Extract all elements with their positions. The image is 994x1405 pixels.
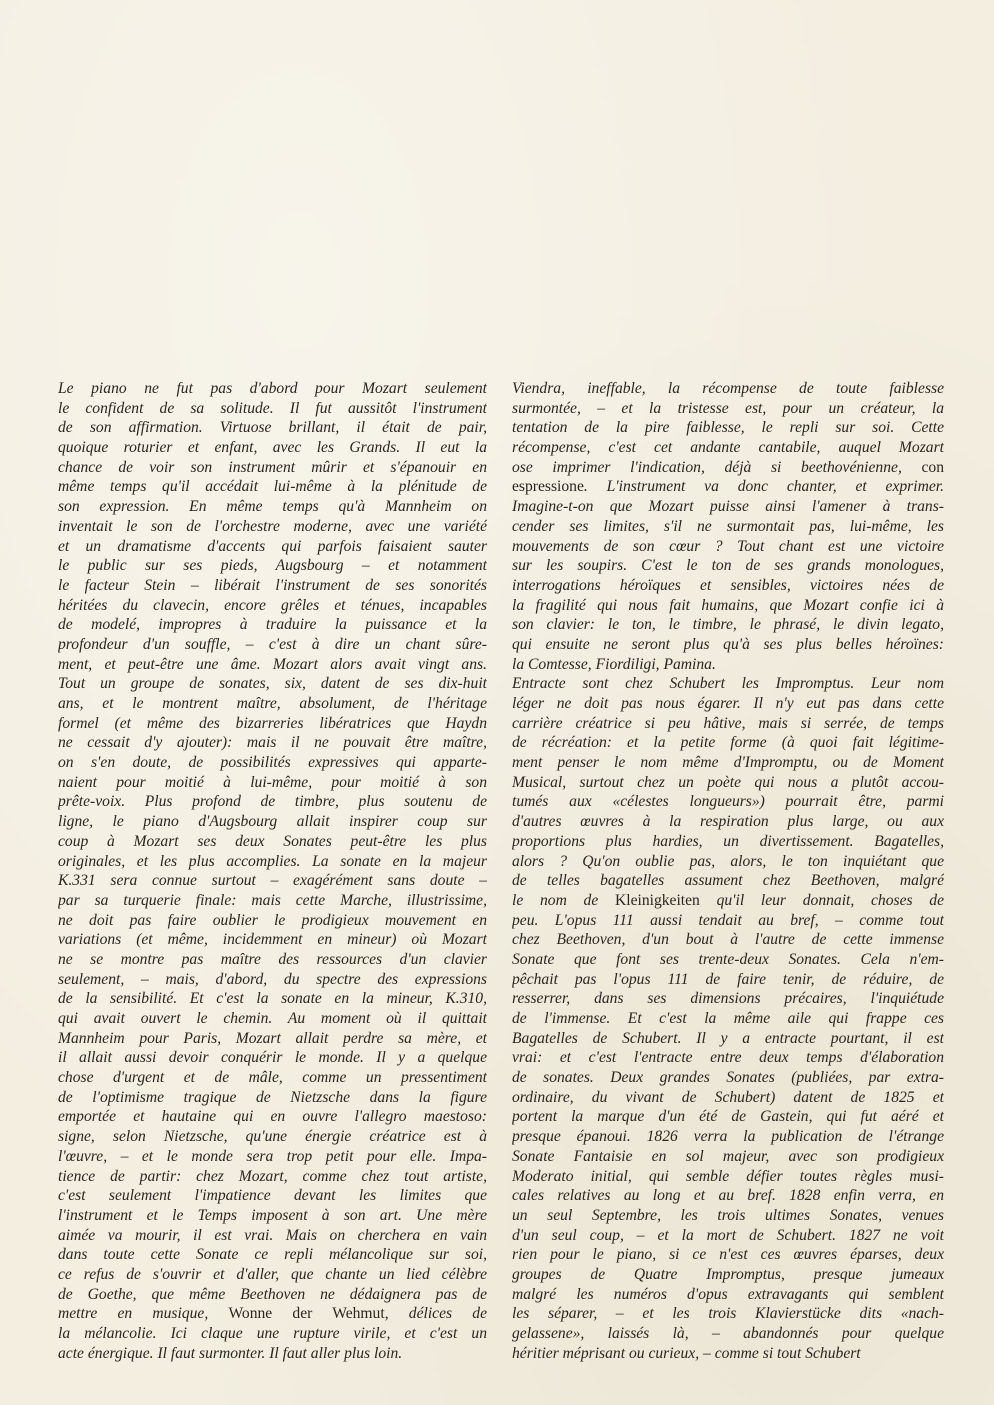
- text-line: [58, 458, 487, 478]
- italic-text-run: pêchait pas l'opus 111 de faire tenir, de réduire, de: [512, 970, 944, 988]
- text-line: [512, 970, 944, 990]
- italic-text-run: d'un seul coup, – et la mort de Schubert. 1827 ne voit: [512, 1226, 944, 1244]
- italic-text-run: qui ensuite ne seront plus qu'à ses plus belles héroïnes:: [512, 635, 944, 653]
- italic-text-run: signe, selon Nietzsche, qu'une énergie créatrice est à: [58, 1128, 487, 1146]
- italic-text-run: son clavier: le ton, le timbre, le phrasé, le divin legato,: [512, 616, 944, 634]
- italic-text-run: , délices de: [384, 1305, 487, 1323]
- italic-text-run: variations (et même, incidemment en mineur) où Mozart: [58, 931, 487, 949]
- italic-text-run: malgré les numéros d'opus extravagants qui semblent: [512, 1285, 944, 1303]
- italic-text-run: de récréation: et la petite forme (à quoi fait légitime-: [512, 734, 944, 752]
- text-line: [512, 773, 944, 793]
- italic-text-run: chance de voir son instrument mûrir et s'épanouir en: [58, 458, 487, 476]
- text-line: [512, 635, 944, 655]
- italic-text-run: Entracte sont chez Schubert les Impromptus. Leur nom: [512, 675, 944, 693]
- text-line: [512, 1127, 944, 1147]
- italic-text-run: cales relatives au long et au bref. 1828 enfin verra, en: [512, 1187, 944, 1205]
- text-line: [58, 674, 487, 694]
- italic-text-run: ans, et le montrent maître, absolument, de l'héritage: [58, 695, 487, 712]
- italic-text-run: de son affirmation. Virtuose brillant, il était de pair,: [58, 419, 487, 437]
- text-line: [512, 733, 944, 753]
- italic-text-run: un seul Septembre, les trois ultimes Sonates, venues: [512, 1206, 944, 1224]
- text-line: [512, 852, 944, 872]
- italic-text-run: resserrer, dans ses dimensions précaires, l'inquiétude: [512, 990, 944, 1008]
- text-line: [512, 556, 944, 576]
- italic-text-run: qu'il leur donnait, choses de: [699, 891, 944, 909]
- italic-text-run: formel (et même des bizarreries libératrices que Haydn: [58, 714, 487, 732]
- italic-text-run: on s'en doute, de possibilités expressives qui apparte-: [58, 754, 487, 772]
- italic-text-run: proportions plus hardies, un divertissement. Bagatelles,: [512, 832, 944, 850]
- upright-text-run: Wonne der Wehmut: [228, 1305, 385, 1323]
- text-line: [512, 1285, 944, 1305]
- italic-text-run: presque épanoui. 1826 verra la publication de l'étrange: [512, 1128, 944, 1146]
- text-line: [512, 891, 944, 911]
- italic-text-run: emportée et hautaine qui en ouvre l'allegro maestoso:: [58, 1108, 487, 1126]
- italic-text-run: dans toute cette Sonate ce repli mélancolique sur soi,: [58, 1246, 487, 1264]
- text-line: [58, 418, 487, 438]
- text-line: [58, 1186, 487, 1206]
- italic-text-run: ce refus de s'ouvrir et d'aller, que chante un lied célèbre: [58, 1265, 487, 1283]
- text-line: [512, 911, 944, 931]
- text-line: [58, 871, 487, 891]
- text-line: [58, 989, 487, 1009]
- italic-text-run: c'est seulement l'impatience devant les limites que: [58, 1187, 487, 1205]
- italic-text-run: le facteur Stein – libérait l'instrument de ses sonorités: [58, 576, 487, 594]
- text-line: [512, 1009, 944, 1029]
- text-line: [58, 911, 487, 931]
- text-line: [512, 1186, 944, 1206]
- italic-text-run: la fragilité qui nous fait humains, que Mozart confie ici à: [512, 596, 944, 614]
- italic-text-run: Mannheim pour Paris, Mozart allait perdre sa mère, et: [58, 1029, 487, 1047]
- text-line: [58, 1029, 487, 1049]
- text-line: [58, 635, 487, 655]
- text-line: [58, 615, 487, 635]
- text-line: [58, 753, 487, 773]
- text-line: [512, 812, 944, 832]
- italic-text-run: carrière créatrice si peu hâtive, mais si serrée, de temps: [512, 714, 944, 732]
- text-line: [512, 1324, 944, 1344]
- italic-text-run: K.331 sera connue surtout – exagérément sans doute –: [58, 872, 487, 890]
- italic-text-run: originales, et les plus accomplies. La sonate en la majeur: [58, 852, 487, 870]
- text-line: [58, 1245, 487, 1265]
- text-line: [512, 497, 944, 517]
- italic-text-run: prête-voix. Plus profond de timbre, plus soutenu de: [58, 793, 487, 811]
- italic-text-run: coup à Mozart ses deux Sonates peut-être les plus: [58, 832, 487, 850]
- italic-text-run: léger ne doit pas nous égarer. Il n'y eut pas dans cette: [512, 695, 944, 712]
- italic-text-run: tience de partir: chez Mozart, comme chez tout artiste,: [58, 1167, 487, 1185]
- text-line: [512, 655, 944, 675]
- italic-text-run: groupes de Quatre Impromptus, presque jumeaux: [512, 1265, 944, 1283]
- text-line: [512, 576, 944, 596]
- italic-text-run: ment, et peut-être une âme. Mozart alors avait vingt ans.: [58, 655, 487, 673]
- text-line: [512, 950, 944, 970]
- italic-text-run: gelassene», laissés là, – abandonnés pour quelque: [512, 1325, 944, 1342]
- italic-text-run: l'instrument et le Temps imposent à son art. Une mère: [58, 1206, 487, 1224]
- italic-text-run: Tout un groupe de sonates, six, datent de ses dix-huit: [58, 675, 487, 693]
- text-line: [512, 1167, 944, 1187]
- text-line: [512, 418, 944, 438]
- italic-text-run: par sa turquerie finale: mais cette Marche, illustrissime,: [58, 891, 487, 909]
- text-line: [58, 1206, 487, 1226]
- text-line: [58, 477, 487, 497]
- italic-text-run: de l'optimisme tragique de Nietzsche dans la figure: [58, 1088, 487, 1106]
- text-line: [512, 438, 944, 458]
- text-line: [512, 1206, 944, 1226]
- italic-text-run: de sonates. Deux grandes Sonates (publiées, par extra-: [512, 1069, 944, 1087]
- text-line: [512, 714, 944, 734]
- article-right-column: [512, 379, 944, 1363]
- text-line: [512, 832, 944, 852]
- text-line: [512, 537, 944, 557]
- text-line: [58, 1285, 487, 1305]
- italic-text-run: le confident de sa solitude. Il fut aussitôt l'instrument: [58, 399, 487, 417]
- italic-text-run: le nom de: [512, 891, 615, 909]
- text-line: [58, 1068, 487, 1088]
- italic-text-run: et un dramatisme d'accents qui parfois faisaient sauter: [58, 537, 487, 555]
- text-line: [58, 1344, 487, 1364]
- text-line: [58, 399, 487, 419]
- italic-text-run: Viendra, ineffable, la récompense de toute faiblesse: [512, 380, 944, 397]
- text-line: [512, 674, 944, 694]
- upright-text-run: espressione: [512, 478, 584, 496]
- text-line: [512, 753, 944, 773]
- text-line: [512, 615, 944, 635]
- italic-text-run: héritier méprisant ou curieux, – comme si tout Schubert: [512, 1344, 861, 1362]
- text-line: [512, 1344, 944, 1364]
- italic-text-run: d'autres œuvres à la respiration plus large, ou aux: [512, 813, 944, 831]
- italic-text-run: cender ses limites, s'il ne surmontait pas, lui-même, les: [512, 517, 944, 535]
- italic-text-run: son expression. En même temps qu'à Mannheim on: [58, 498, 487, 516]
- text-line: [58, 714, 487, 734]
- text-line: [58, 1127, 487, 1147]
- italic-text-run: Le piano ne fut pas d'abord pour Mozart seulement: [58, 380, 487, 397]
- italic-text-run: . L'instrument va donc chanter, et exprimer.: [583, 478, 944, 496]
- text-line: [512, 596, 944, 616]
- text-line: [58, 1304, 487, 1324]
- italic-text-run: Moderato initial, qui semble défier toutes règles musi-: [512, 1167, 944, 1185]
- text-line: [512, 1068, 944, 1088]
- italic-text-run: ligne, le piano d'Augsbourg allait inspirer coup sur: [58, 813, 487, 831]
- text-line: [512, 517, 944, 537]
- italic-text-run: Sonate Fantaisie en sol majeur, avec son prodigieux: [512, 1147, 944, 1165]
- italic-text-run: chose d'urgent et de mâle, comme un pressentiment: [58, 1069, 487, 1087]
- text-line: [58, 537, 487, 557]
- text-line: [58, 852, 487, 872]
- italic-text-run: rien pour le piano, si ce n'est ces œuvres éparses, deux: [512, 1246, 944, 1264]
- text-line: [512, 989, 944, 1009]
- text-line: [58, 970, 487, 990]
- italic-text-run: sur les soupirs. C'est le ton de ses grands monologues,: [512, 557, 944, 575]
- italic-text-run: tentation de la pire faiblesse, le repli sur soi. Cette: [512, 419, 944, 437]
- italic-text-run: ne cessait d'y ajouter): mais il ne pouvait être maître,: [58, 734, 487, 752]
- text-line: [512, 694, 944, 714]
- italic-text-run: acte énergique. Il faut surmonter. Il faut aller plus loin.: [58, 1344, 403, 1362]
- text-line: [512, 1088, 944, 1108]
- italic-text-run: quoique roturier et enfant, avec les Grands. Il eut la: [58, 439, 487, 457]
- italic-text-run: l'œuvre, – et le monde sera trop petit pour elle. Impa-: [58, 1147, 487, 1165]
- text-line: [58, 1009, 487, 1029]
- text-line: [512, 1265, 944, 1285]
- italic-text-run: interrogations héroïques et sensibles, victoires nées de: [512, 576, 944, 594]
- italic-text-run: de Goethe, que même Beethoven ne dédaignera pas de: [58, 1285, 487, 1303]
- italic-text-run: de modelé, impropres à traduire la puissance et la: [58, 616, 487, 634]
- text-line: [512, 399, 944, 419]
- text-line: [58, 655, 487, 675]
- text-line: [58, 438, 487, 458]
- text-line: [58, 576, 487, 596]
- text-line: [58, 1167, 487, 1187]
- italic-text-run: peu. L'opus 111 aussi tendait au bref, – comme tout: [512, 911, 944, 929]
- text-line: [512, 930, 944, 950]
- italic-text-run: ne se montre pas maître des ressources d'un clavier: [58, 950, 487, 968]
- text-line: [58, 497, 487, 517]
- italic-text-run: aimée va mourir, il est vrai. Mais on cherchera en vain: [58, 1226, 487, 1244]
- text-line: [512, 1226, 944, 1246]
- italic-text-run: ment penser le nom même d'Impromptu, ou de Moment: [512, 754, 944, 772]
- text-line: [58, 1324, 487, 1344]
- text-line: [58, 1265, 487, 1285]
- italic-text-run: Sonate que font ses trente-deux Sonates. Cela n'em-: [512, 950, 944, 968]
- text-line: [512, 792, 944, 812]
- italic-text-run: mettre en musique,: [58, 1305, 229, 1323]
- text-line: [512, 1147, 944, 1167]
- text-line: [58, 733, 487, 753]
- italic-text-run: mouvements de son cœur ? Tout chant est une victoire: [512, 537, 944, 555]
- text-line: [512, 1048, 944, 1068]
- italic-text-run: inventait le son de l'orchestre moderne, avec une variété: [58, 517, 487, 535]
- text-line: [58, 930, 487, 950]
- text-line: [58, 773, 487, 793]
- italic-text-run: la mélancolie. Ici claque une rupture virile, et c'est un: [58, 1325, 487, 1342]
- italic-text-run: chez Beethoven, d'un bout à l'autre de cette immense: [512, 931, 944, 949]
- italic-text-run: seulement, – mais, d'abord, du spectre des expressions: [58, 970, 487, 988]
- text-line: [58, 812, 487, 832]
- italic-text-run: tumés aux «célestes longueurs») pourrait être, parmi: [512, 793, 944, 811]
- text-line: [512, 871, 944, 891]
- italic-text-run: portent la marque d'un été de Gastein, qui fut aéré et: [512, 1108, 944, 1126]
- text-line: [58, 891, 487, 911]
- italic-text-run: de la sensibilité. Et c'est la sonate en la mineur, K.310,: [58, 990, 487, 1008]
- italic-text-run: héritées du clavecin, encore grêles et ténues, incapables: [58, 596, 487, 614]
- text-line: [58, 556, 487, 576]
- italic-text-run: alors ? Qu'on oublie pas, alors, le ton inquiétant que: [512, 852, 944, 870]
- text-line: [58, 1226, 487, 1246]
- italic-text-run: vrai: et c'est l'entracte entre deux temps d'élaboration: [512, 1049, 944, 1067]
- italic-text-run: même temps qu'il accédait lui-même à la plénitude de: [58, 478, 487, 496]
- italic-text-run: profondeur d'un souffle, – c'est à dire un chant sûre-: [58, 635, 487, 653]
- text-line: [512, 1107, 944, 1127]
- italic-text-run: Bagatelles de Schubert. Il y a entracte pourtant, il est: [512, 1029, 944, 1047]
- text-line: [58, 832, 487, 852]
- text-line: [58, 792, 487, 812]
- text-line: [512, 1245, 944, 1265]
- upright-text-run: con: [921, 458, 944, 476]
- text-line: [512, 477, 944, 497]
- italic-text-run: il allait aussi devoir conquérir le monde. Il y a quelque: [58, 1049, 487, 1067]
- italic-text-run: la Comtesse, Fiordiligi, Pamina.: [512, 655, 716, 673]
- article-left-column: [58, 379, 487, 1363]
- italic-text-run: récompense, c'est cet andante cantabile, auquel Mozart: [512, 439, 944, 457]
- text-line: [58, 694, 487, 714]
- italic-text-run: ne doit pas faire oublier le prodigieux mouvement en: [58, 911, 487, 929]
- text-line: [58, 1048, 487, 1068]
- italic-text-run: Imagine-t-on que Mozart puisse ainsi l'amener à trans-: [512, 498, 944, 516]
- italic-text-run: de l'immense. Et c'est la même aile qui frappe ces: [512, 1010, 944, 1027]
- text-line: [512, 458, 944, 478]
- italic-text-run: ose imprimer l'indication, déjà si beethovénienne,: [512, 458, 922, 476]
- text-line: [58, 596, 487, 616]
- text-line: [512, 1304, 944, 1324]
- italic-text-run: Musical, surtout chez un poète qui nous a plutôt accou-: [512, 773, 944, 791]
- italic-text-run: naient pour moitié à lui-même, pour moitié à son: [58, 773, 487, 791]
- italic-text-run: surmontée, – et la tristesse est, pour un créateur, la: [512, 399, 944, 417]
- text-line: [58, 517, 487, 537]
- text-line: [512, 379, 944, 399]
- text-line: [58, 1147, 487, 1167]
- text-line: [58, 950, 487, 970]
- text-line: [512, 1029, 944, 1049]
- italic-text-run: de telles bagatelles assument chez Beethoven, malgré: [512, 872, 944, 890]
- italic-text-run: le public sur ses pieds, Augsbourg – et notamment: [58, 557, 487, 575]
- italic-text-run: ordinaire, du vivant de Schubert) datent de 1825 et: [512, 1088, 944, 1106]
- italic-text-run: qui avait ouvert le chemin. Au moment où il quittait: [58, 1010, 487, 1027]
- text-line: [58, 379, 487, 399]
- italic-text-run: les séparer, – et les trois Klavierstücke dits «nach-: [512, 1305, 944, 1323]
- text-line: [58, 1088, 487, 1108]
- text-line: [58, 1107, 487, 1127]
- upright-text-run: Kleinigkeiten: [614, 891, 700, 909]
